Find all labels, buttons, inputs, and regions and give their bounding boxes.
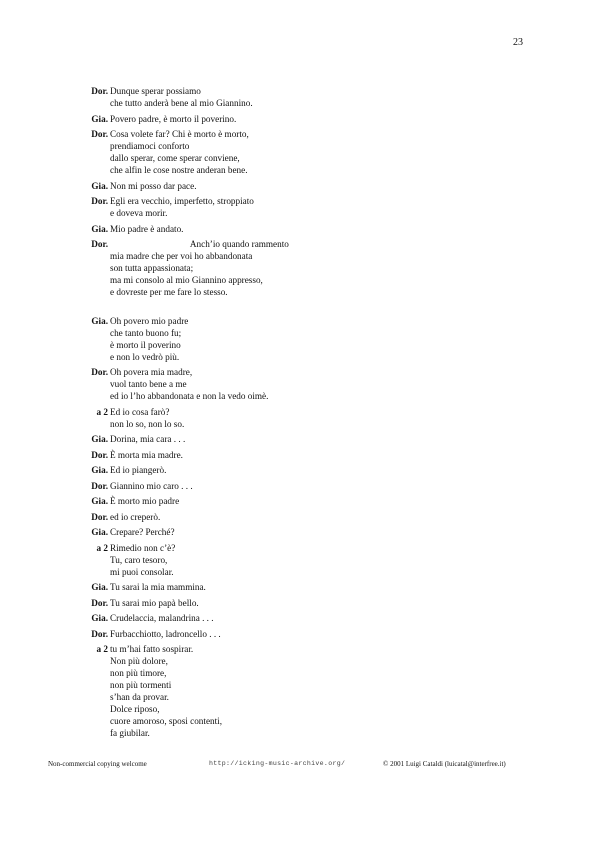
verse-line: s’han da provar. <box>110 692 169 702</box>
dialogue-entry <box>87 542 527 578</box>
verse-line: e dovreste per me fare lo stesso. <box>110 287 228 297</box>
verse-line: è morto il poverino <box>110 339 181 350</box>
dialogue-lines <box>110 597 199 609</box>
page-number: 23 <box>513 37 523 48</box>
verse-line: prendiamoci conforto <box>110 141 190 151</box>
verse-line: Non più dolore, <box>110 656 168 666</box>
verse-line: Ed io piangerò. <box>110 465 167 475</box>
speaker-name: Gia. <box>91 582 108 592</box>
verse-line: ed io l’ho abbandonata e non la vedo oimè. <box>110 391 269 401</box>
verse-line: ma mi consolo al mio Giannino appresso, <box>110 275 263 285</box>
dialogue-entry <box>87 628 527 640</box>
speaker-name: a 2 <box>96 542 108 553</box>
speaker-name: Dor. <box>91 129 108 139</box>
verse-line: che alfin le cose nostre anderan bene. <box>110 165 248 175</box>
verse-line: Tu, caro tesoro, <box>110 554 168 565</box>
dialogue-lines <box>110 643 222 739</box>
dialogue-entry <box>87 449 527 461</box>
dialogue-lines <box>110 612 214 624</box>
dialogue-entry <box>87 315 527 363</box>
verse-line: Giannino mio caro . . . <box>110 480 193 491</box>
dialogue-entry <box>87 85 527 109</box>
verse-line: Oh povera mia madre, <box>110 367 193 377</box>
footer-copying-note: Non-commercial copying welcome <box>48 760 147 768</box>
dialogue-lines <box>110 433 185 445</box>
dialogue-entry <box>87 128 527 176</box>
verse-line: Anch’io quando rammento <box>110 239 289 249</box>
dialogue-lines <box>110 315 188 363</box>
verse-line: È morto mio padre <box>110 496 180 506</box>
dialogue-lines <box>110 542 175 578</box>
verse-line: mi puoi consolar. <box>110 566 174 577</box>
dialogue-entry <box>87 581 527 593</box>
verse-line: dallo sperar, come sperar conviene, <box>110 153 240 163</box>
verse-line: Crepare? Perché? <box>110 527 175 537</box>
dialogue-lines <box>110 526 175 538</box>
dialogue-entry <box>87 113 527 125</box>
dialogue-lines <box>110 195 254 219</box>
verse-line: Mio padre è andato. <box>110 223 184 234</box>
verse-line: non più tormenti <box>110 680 172 690</box>
verse-line: Dorina, mia cara . . . <box>110 434 186 444</box>
verse-line: non più timore, <box>110 668 167 678</box>
dialogue-entry <box>87 223 527 235</box>
dialogue-entry <box>87 526 527 538</box>
verse-line: Crudelaccia, malandrina . . . <box>110 613 214 623</box>
section-gap <box>87 302 527 315</box>
speaker-name: Gia. <box>91 223 108 234</box>
dialogue-entry <box>87 406 527 430</box>
dialogue-lines <box>110 495 179 507</box>
dialogue-entry <box>87 180 527 192</box>
dialogue-lines <box>110 366 268 402</box>
dialogue-entry <box>87 195 527 219</box>
verse-line: mia madre che per voi ho abbandonata <box>110 251 253 261</box>
dialogue-lines <box>110 480 193 492</box>
dialogue-entry <box>87 495 527 507</box>
speaker-name: Dor. <box>91 628 108 639</box>
verse-line: che tutto anderà bene al mio Giannino. <box>110 98 253 108</box>
dialogue-lines <box>110 238 289 298</box>
dialogue-entry <box>87 612 527 624</box>
verse-line: Dunque sperar possiamo <box>110 86 201 96</box>
dialogue-entry <box>87 366 527 402</box>
dialogue-entry <box>87 597 527 609</box>
verse-line: tu m’hai fatto sospirar. <box>110 644 194 654</box>
dialogue-lines <box>110 581 206 593</box>
verse-line: ed io creperò. <box>110 511 161 522</box>
dialogue-lines <box>110 180 197 192</box>
verse-line: non lo so, non lo so. <box>110 418 185 429</box>
dialogue-entry <box>87 238 527 298</box>
verse-line: Dolce riposo, <box>110 704 160 714</box>
dialogue-entry <box>87 511 527 523</box>
footer-url-link[interactable]: http://icking-music-archive.org/ <box>209 760 346 767</box>
dialogue-entry <box>87 464 527 476</box>
verse-line: Ed io cosa farò? <box>110 406 170 417</box>
speaker-name: Dor. <box>91 86 108 96</box>
verse-line: Furbacchiotto, ladroncello . . . <box>110 628 221 639</box>
verse-line: È morta mia madre. <box>110 449 183 460</box>
verse-line: Tu sarai mio papà bello. <box>110 597 199 608</box>
speaker-name: Dor. <box>91 597 108 608</box>
speaker-name: Gia. <box>91 613 108 623</box>
speaker-name: Dor. <box>91 367 108 377</box>
speaker-name: Gia. <box>91 180 108 191</box>
speaker-name: Dor. <box>91 449 108 460</box>
speaker-name: Gia. <box>91 434 108 444</box>
dialogue-lines <box>110 449 183 461</box>
verse-line: che tanto buono fu; <box>110 327 182 338</box>
verse-line: Tu sarai la mia mammina. <box>110 582 206 592</box>
dialogue-lines <box>110 628 221 640</box>
verse-line: e non lo vedrò più. <box>110 351 180 362</box>
verse-line: Rimedio non c’è? <box>110 542 176 553</box>
verse-line: vuol tanto bene a me <box>110 379 187 389</box>
speaker-name: Dor. <box>91 511 108 522</box>
speaker-name: Gia. <box>91 113 108 124</box>
dialogue-entry <box>87 480 527 492</box>
dialogue-lines <box>110 223 183 235</box>
verse-line: cuore amoroso, sposi contenti, <box>110 716 223 726</box>
dialogue-entry <box>87 643 527 739</box>
dialogue-lines <box>110 113 236 125</box>
verse-line: Povero padre, è morto il poverino. <box>110 113 237 124</box>
speaker-name: Dor. <box>91 480 108 491</box>
speaker-name: Gia. <box>91 527 108 537</box>
verse-line: son tutta appassionata; <box>110 263 194 273</box>
verse-line: Non mi posso dar pace. <box>110 180 197 191</box>
dialogue-lines <box>110 464 166 476</box>
speaker-name: a 2 <box>96 406 108 417</box>
speaker-name: Dor. <box>91 239 108 249</box>
speaker-name: Gia. <box>91 496 108 506</box>
dialogue-lines <box>110 406 184 430</box>
dialogue-lines <box>110 511 160 523</box>
dialogue-entry <box>87 433 527 445</box>
speaker-name: a 2 <box>96 644 108 654</box>
verse-line: fa giubilar. <box>110 728 150 738</box>
dialogue-lines <box>110 128 249 176</box>
dialogue-lines <box>110 85 253 109</box>
speaker-name: Dor. <box>91 196 108 206</box>
footer-copyright: © 2001 Luigi Cataldi (luicatal@interfree.it) <box>383 760 506 768</box>
libretto-text <box>87 85 527 743</box>
verse-line: e doveva morir. <box>110 208 168 218</box>
speaker-name: Gia. <box>91 465 108 475</box>
verse-line: Cosa volete far? Chi è morto è morto, <box>110 129 249 139</box>
speaker-name: Gia. <box>91 315 108 326</box>
verse-line: Egli era vecchio, imperfetto, stroppiato <box>110 196 254 206</box>
verse-line: Oh povero mio padre <box>110 315 189 326</box>
